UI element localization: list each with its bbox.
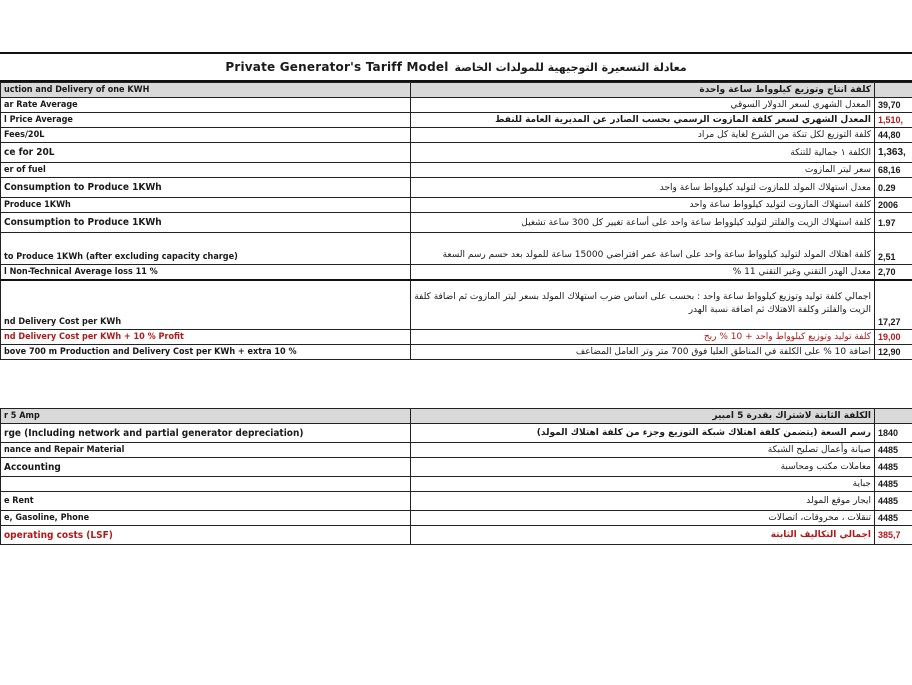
table-row [1, 198, 912, 213]
row-value: 2006 [875, 198, 912, 213]
header-val [875, 83, 912, 98]
row-label: ce for 20L [1, 143, 411, 163]
row-label: l Price Average [1, 113, 411, 128]
header-en: uction and Delivery of one KWH [1, 83, 411, 98]
header-ar: كلفة انتاج وتوزيع كيلوواط ساعة واحدة [411, 83, 875, 98]
header-en: r 5 Amp [1, 409, 411, 424]
row-arabic: كلفة استهلاك المازوت لتوليد كيلوواط ساعة واحد [411, 198, 875, 213]
profit-row [1, 330, 912, 345]
row-label [1, 477, 411, 492]
table-row [1, 233, 912, 265]
row-value: 4485 [875, 511, 912, 526]
row-label: to Produce 1KWh (after excluding capacity charge) [1, 233, 411, 265]
row-value: 4485 [875, 477, 912, 492]
profit-label: nd Delivery Cost per KWh + 10 % Profit [1, 330, 411, 345]
row-value: 1.97 [875, 213, 912, 233]
row-arabic: معاملات مكتب ومحاسبة [411, 458, 875, 477]
row-value: 1,363, [875, 143, 912, 163]
total-arabic: اجمالي التكاليف الثابتة [411, 526, 875, 545]
title-arabic: معادلة التسعيرة التوجيهية للمولدات الخاصة [454, 60, 687, 74]
row-value: 44,80 [875, 128, 912, 143]
table-row [1, 143, 912, 163]
table-row [1, 113, 912, 128]
row-label: l Non-Technical Average loss 11 % [1, 265, 411, 280]
row-arabic: الكلفة ١ جمالية للتنكة [411, 143, 875, 163]
table-row [1, 265, 912, 280]
row-arabic: سعر ليتر المازوت [411, 163, 875, 178]
row-value: 39,70 [875, 98, 912, 113]
table-row [1, 178, 912, 198]
altitude-arabic: اضافة 10 % على الكلفة في المناطق العليا فوق 700 متر وتر العامل المضاعف [411, 345, 875, 360]
row-arabic: كلفة اهتلاك المولد لتوليد كيلوواط ساعة واحد على اساعة عمر افتراضي 15000 ساعة للمولد بعد حسم رسم السعة [411, 233, 875, 265]
row-value: 68,16 [875, 163, 912, 178]
row-arabic: جباية [411, 477, 875, 492]
row-arabic: المعدل الشهري لسعر الدولار السوقي [411, 98, 875, 113]
table-row [1, 477, 912, 492]
row-value: 2,51 [875, 233, 912, 265]
table-row [1, 98, 912, 113]
cost-value: 17,27 [875, 280, 912, 330]
row-label: nance and Repair Material [1, 443, 411, 458]
header-val [875, 409, 912, 424]
total-value: 385,7 [875, 526, 912, 545]
table-row [1, 458, 912, 477]
row-label: Fees/20L [1, 128, 411, 143]
section-header [1, 409, 912, 424]
title-row [0, 52, 912, 82]
row-value: 0.29 [875, 178, 912, 198]
title-english: Private Generator's Tariff Model [225, 60, 449, 74]
row-arabic: كلفة استهلاك الزيت والفلتر لتوليد كيلوواط ساعة واحد على أساعة تغيير كل 300 ساعة تشغيل [411, 213, 875, 233]
total-label: operating costs (LSF) [1, 526, 411, 545]
row-label: Produce 1KWh [1, 198, 411, 213]
cost-row [1, 280, 912, 330]
row-label: Accounting [1, 458, 411, 477]
row-arabic: تنقلات ، محروقات، اتصالات [411, 511, 875, 526]
table-row [1, 443, 912, 458]
fixed-cost-table [0, 408, 912, 545]
row-arabic: ايجار موقع المولد [411, 492, 875, 511]
row-arabic: كلفة التوزيع لكل تنكة من الشرع لغاية كل مراد [411, 128, 875, 143]
table-row [1, 511, 912, 526]
row-arabic: المعدل الشهري لسعر كلفة المازوت الرسمي بحسب الصادر عن المديرية العامة للنفط [411, 113, 875, 128]
altitude-label: bove 700 m Production and Delivery Cost per KWh + extra 10 % [1, 345, 411, 360]
table-row [1, 213, 912, 233]
row-arabic: معدل استهلاك المولد للمازوت لتوليد كيلوواط ساعة واحد [411, 178, 875, 198]
row-label: ar Rate Average [1, 98, 411, 113]
profit-arabic: كلفة توليد وتوزيع كيلوواط واحد + 10 % ربح [411, 330, 875, 345]
altitude-row [1, 345, 912, 360]
row-value: 4485 [875, 458, 912, 477]
row-value: 1840 [875, 424, 912, 443]
row-arabic: رسم السعة (يتضمن كلفة اهتلاك شبكة التوزيع وجزء من كلفة اهتلاك المولد) [411, 424, 875, 443]
row-label: Consumption to Produce 1KWh [1, 213, 411, 233]
row-arabic: صيانة وأعمال تصليح الشبكة [411, 443, 875, 458]
row-label: e Rent [1, 492, 411, 511]
cost-arabic: اجمالي كلفة توليد وتوزيع كيلوواط ساعة واحد : بحسب على اساس ضرب استهلاك المولد بسعر ليتر المازوت ثم اضافة كلفة الزيت والفلتر وكلفة الاهتلاك ثم اضافة نسبة الهدر [411, 280, 875, 330]
row-label: Consumption to Produce 1KWh [1, 178, 411, 198]
row-label: rge (Including network and partial generator depreciation) [1, 424, 411, 443]
row-value: 4485 [875, 492, 912, 511]
profit-value: 19,00 [875, 330, 912, 345]
table-row [1, 128, 912, 143]
row-value: 4485 [875, 443, 912, 458]
row-value: 1,510, [875, 113, 912, 128]
section-header [1, 83, 912, 98]
cost-label: nd Delivery Cost per KWh [1, 280, 411, 330]
cost-table [0, 82, 912, 360]
row-label: er of fuel [1, 163, 411, 178]
header-ar: الكلفة الثابتة لاشتراك بقدرة 5 امبير [411, 409, 875, 424]
table-row [1, 163, 912, 178]
table-row [1, 424, 912, 443]
altitude-value: 12,90 [875, 345, 912, 360]
total-row [1, 526, 912, 545]
row-value: 2,70 [875, 265, 912, 280]
table-row [1, 492, 912, 511]
row-label: e, Gasoline, Phone [1, 511, 411, 526]
row-arabic: معدل الهدر التقني وغير التقني 11 % [411, 265, 875, 280]
